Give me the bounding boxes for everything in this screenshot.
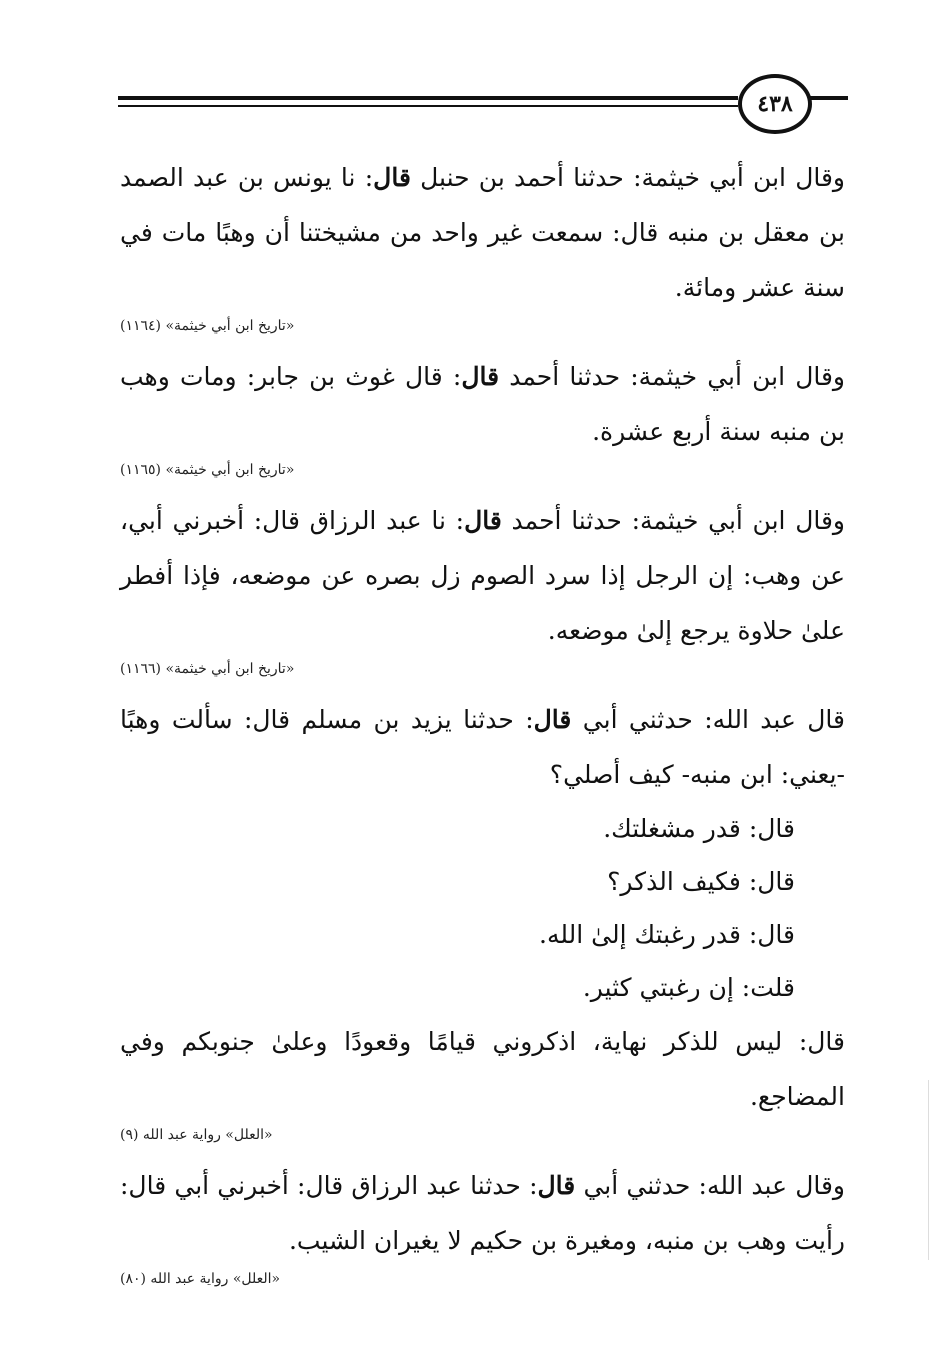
source-citation: «العلل» رواية عبد الله (٩) — [120, 1127, 273, 1143]
paragraph-keyword: قال — [537, 1171, 576, 1200]
header-rule-thin — [118, 105, 738, 107]
paragraph-rest: : نا يونس بن عبد الصمد بن معقل بن منبه قال: سمعت غير واحد من مشيختنا أن وهبًا مات في سنة عشر ومائة. — [120, 163, 845, 302]
paragraph — [120, 1158, 845, 1268]
paragraph-keyword: قال — [533, 705, 572, 734]
paragraph-keyword: قال — [461, 362, 500, 391]
paragraph-rest: : حدثنا عبد الرزاق قال: أخبرني أبي قال: رأيت وهب بن منبه، ومغيرة بن حكيم لا يغيران الشيب. — [120, 1171, 845, 1255]
paragraph-lead: وقال ابن أبي خيثمة: حدثنا أحمد بن حنبل — [410, 163, 846, 192]
paragraph — [120, 692, 845, 802]
source-citation: «تاريخ ابن أبي خيثمة» (١١٦٥) — [120, 462, 295, 478]
paragraph-lead: قال عبد الله: حدثني أبي — [571, 705, 845, 734]
paragraph — [120, 349, 845, 459]
page-number: ٤٣٨ — [738, 74, 812, 134]
source-citation: «تاريخ ابن أبي خيثمة» (١١٦٤) — [120, 318, 295, 334]
margin-mark — [928, 1080, 929, 1260]
paragraph-lead: قال: ليس للذكر نهاية، اذكروني قيامًا وقعودًا وعلىٰ جنوبكم وفي المضاجع. — [120, 1027, 845, 1111]
paragraph-keyword: قال — [373, 163, 411, 192]
dialog-line: قلت: إن رغبتي كثير. — [582, 973, 795, 1002]
paragraph-rest: : نا عبد الرزاق قال: أخبرني أبي، عن وهب: إن الرجل إذا سرد الصوم زل بصره عن موضعه، فإذا أفطر علىٰ حلاوة يرجع إلىٰ موضعه. — [120, 506, 845, 645]
paragraph-lead: وقال عبد الله: حدثني أبي — [575, 1171, 845, 1200]
header-rule-right — [808, 96, 848, 100]
paragraph — [120, 1014, 845, 1124]
paragraph-lead: وقال ابن أبي خيثمة: حدثنا أحمد — [501, 506, 845, 535]
page-content — [120, 150, 845, 1302]
paragraph — [120, 493, 845, 658]
source-citation: «العلل» رواية عبد الله (٨٠) — [120, 1271, 281, 1287]
paragraph — [120, 150, 845, 315]
dialog-line: قال: قدر مشغلتك. — [603, 814, 795, 843]
header-rule-thick — [118, 96, 738, 100]
source-citation: «تاريخ ابن أبي خيثمة» (١١٦٦) — [120, 661, 295, 677]
paragraph-rest: : قال غوث بن جابر: ومات وهب بن منبه سنة أربع عشرة. — [120, 362, 845, 446]
dialog-line: قال: قدر رغبتك إلىٰ الله. — [539, 920, 795, 949]
dialog-line: قال: فكيف الذكر؟ — [607, 867, 795, 896]
paragraph-keyword: قال — [464, 506, 502, 535]
paragraph-rest: : حدثنا يزيد بن مسلم قال: سألت وهبًا -يعني: ابن منبه- كيف أصلي؟ — [120, 705, 845, 789]
paragraph-lead: وقال ابن أبي خيثمة: حدثنا أحمد — [499, 362, 845, 391]
